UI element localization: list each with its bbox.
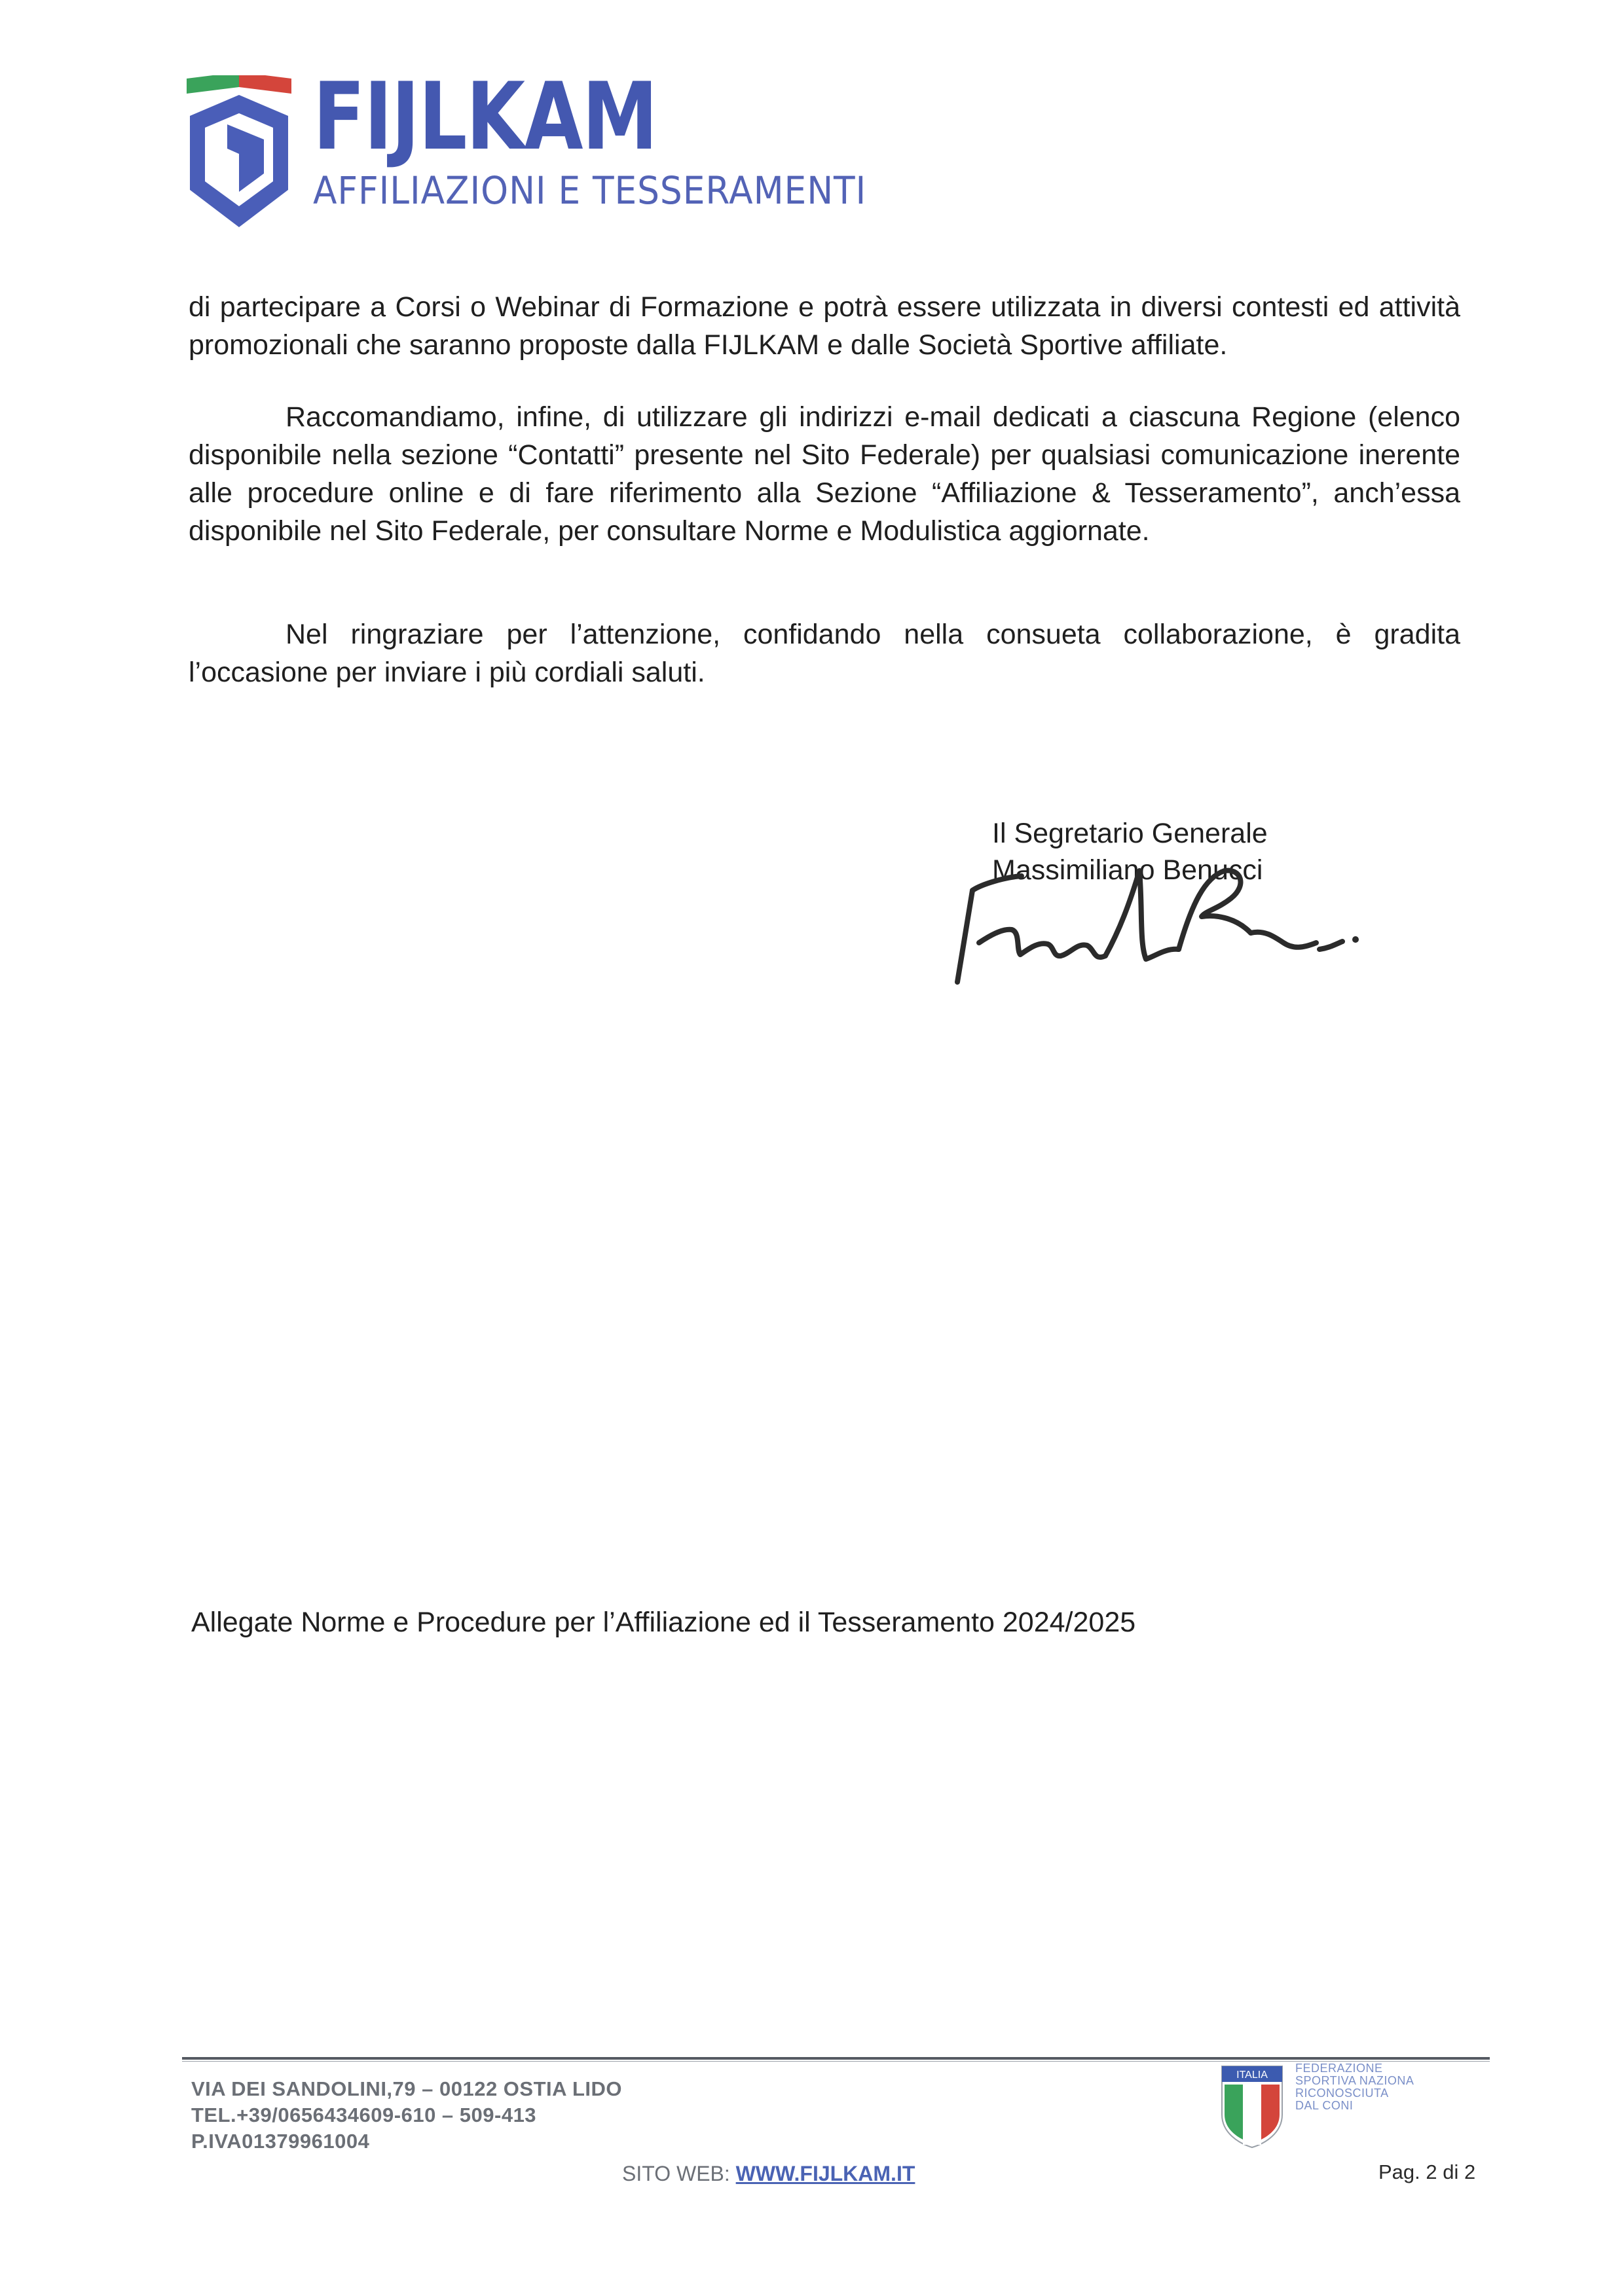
- coni-line: FEDERAZIONE: [1295, 2062, 1383, 2075]
- footer-divider-thin: [182, 2061, 1490, 2062]
- paragraph-text: di partecipare a Corsi o Webinar di Formazione e potrà essere utilizzata in diversi contesti ed attività promozionali che saranno proposte dalla FIJLKAM e dalle Società Sportive affiliate.: [189, 291, 1460, 361]
- coni-line: DAL CONI: [1295, 2099, 1354, 2112]
- attachment-note: Allegate Norme e Procedure per l’Affiliazione ed il Tesseramento 2024/2025: [191, 1607, 1136, 1638]
- handwritten-signature: [943, 851, 1375, 995]
- signatory-title: Il Segretario Generale: [992, 818, 1268, 849]
- coni-line: RICONOSCIUTA: [1295, 2086, 1389, 2100]
- website-link[interactable]: WWW.FIJLKAM.IT: [735, 2162, 915, 2185]
- paragraph-text: Raccomandiamo, infine, di utilizzare gli indirizzi e-mail dedicati a ciascuna Regione (elenco disponibile nella sezione “Contatti” presente nel Sito Federale) per qualsiasi comunicazione inerente alle procedure online e di fare riferimento alla Sezione “Affiliazione & Tesseramento”, anch’essa disponibile nel Sito Federale, per consultare Norme e Modulistica aggiornate.: [189, 401, 1460, 547]
- page-number: Pag. 2 di 2: [1378, 2160, 1476, 2183]
- footer-divider: [182, 2057, 1490, 2060]
- italia-shield-icon: [1219, 2062, 1285, 2149]
- shield-label: ITALIA: [1236, 2069, 1268, 2081]
- brand-subtitle: AFFILIAZIONI E TESSERAMENTI: [313, 168, 867, 213]
- footer-phone: TEL.+39/0656434609-610 – 509-413: [191, 2104, 537, 2126]
- brand-name: FIJLKAM: [313, 63, 657, 171]
- coni-line: SPORTIVA NAZIONA: [1295, 2074, 1414, 2087]
- coni-recognition-text: [1295, 2062, 1414, 2112]
- fijlkam-logo-icon: [187, 75, 291, 229]
- footer-vat: P.IVA01379961004: [191, 2130, 370, 2153]
- signatory-name: Massimiliano Benucci: [992, 854, 1263, 886]
- body-paragraph-1: [189, 288, 1460, 364]
- paragraph-text: Nel ringraziare per l’attenzione, confidando nella consueta collaborazione, è gradita l’occasione per inviare i più cordiali saluti.: [189, 619, 1460, 688]
- footer-address: VIA DEI SANDOLINI,79 – 00122 OSTIA LIDO: [191, 2077, 623, 2100]
- body-paragraph-2: [189, 398, 1460, 550]
- footer-website: [622, 2162, 915, 2186]
- body-paragraph-3: [189, 615, 1460, 691]
- website-label: SITO WEB:: [622, 2162, 730, 2185]
